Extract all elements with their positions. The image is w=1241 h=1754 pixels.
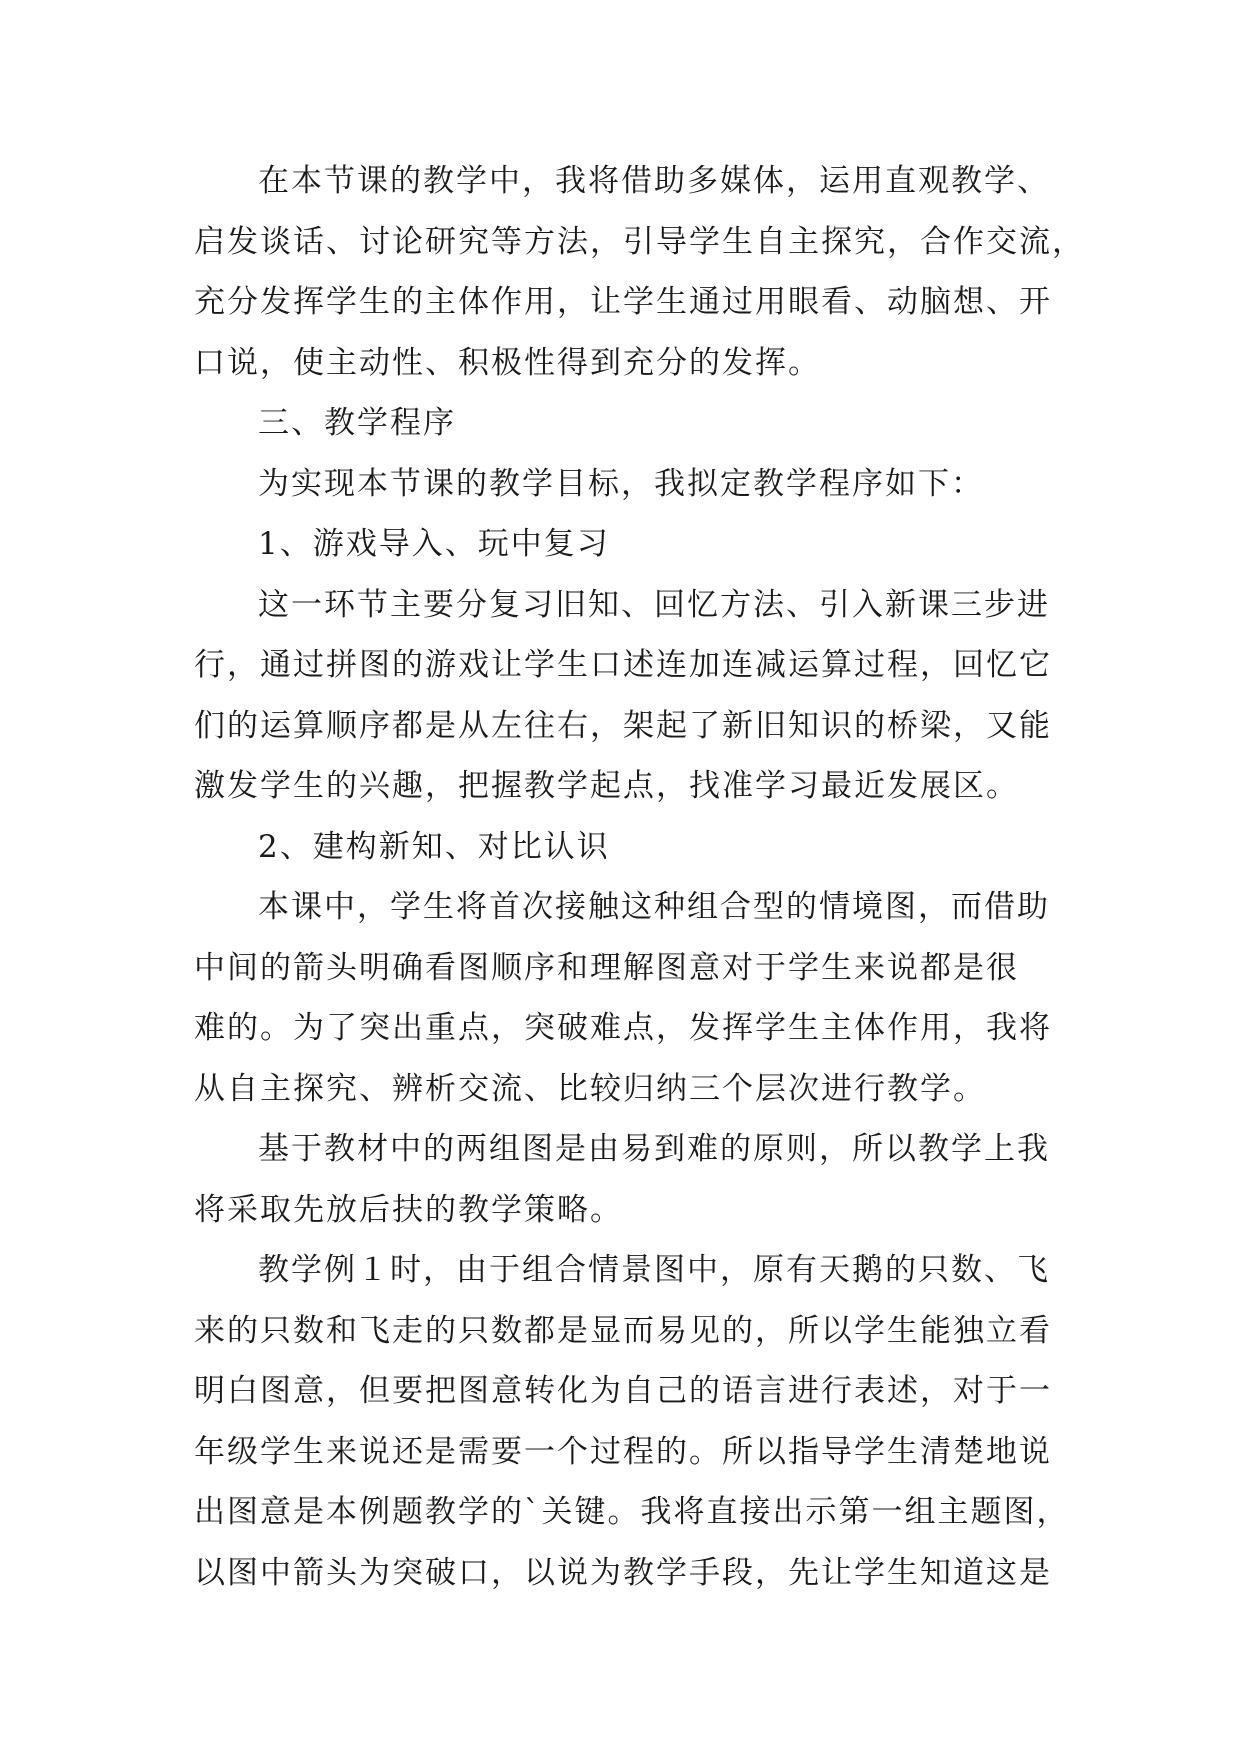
step-heading: 1、游戏导入、玩中复习 bbox=[258, 526, 610, 562]
step-heading: 2、建构新知、对比认识 bbox=[258, 828, 610, 865]
text-line: 基于教材中的两组图是由易到难的原则，所以教学上我 bbox=[258, 1131, 1050, 1167]
text-line: 明白图意，但要把图意转化为自己的语言进行表述，对于一 bbox=[194, 1373, 1052, 1409]
text-line: 口说，使主动性、积极性得到充分的发挥。 bbox=[194, 344, 821, 381]
text-line: 激发学生的兴趣，把握教学起点，找准学习最近发展区。 bbox=[194, 768, 1019, 804]
text-line: 充分发挥学生的主体作用，让学生通过用眼看、动脑想、开 bbox=[194, 284, 1052, 320]
text-line: 以图中箭头为突破口，以说为教学手段，先让学生知道这是 bbox=[194, 1554, 1052, 1591]
text-line: 们的运算顺序都是从左往右，架起了新旧知识的桥梁，又能 bbox=[194, 707, 1052, 744]
text-line: 将采取先放后扶的教学策略。 bbox=[194, 1191, 623, 1228]
text-line: 这一环节主要分复习旧知、回忆方法、引入新课三步进 bbox=[258, 586, 1050, 623]
text-line: 年级学生来说还是需要一个过程的。所以指导学生清楚地说 bbox=[194, 1433, 1052, 1470]
text-line: 为实现本节课的教学目标，我拟定教学程序如下： bbox=[258, 465, 984, 502]
text-line: 行，通过拼图的游戏让学生口述连加连减运算过程，回忆它 bbox=[194, 647, 1052, 683]
text-line: 难的。为了突出重点，突破难点，发挥学生主体作用，我将 bbox=[194, 1010, 1052, 1046]
text-line: 出图意是本例题教学的`关键。我将直接出示第一组主题图， bbox=[194, 1494, 1070, 1530]
section-heading: 三、教学程序 bbox=[258, 405, 456, 441]
text-line: 从自主探究、辨析交流、比较归纳三个层次进行教学。 bbox=[194, 1070, 986, 1107]
text-line: 教学例１时，由于组合情景图中，原有天鹅的只数、飞 bbox=[258, 1252, 1050, 1288]
document-body bbox=[194, 151, 1085, 1603]
text-line: 中间的箭头明确看图顺序和理解图意对于学生来说都是很 bbox=[194, 949, 1019, 986]
text-line: 在本节课的教学中，我将借助多媒体，运用直观教学、 bbox=[258, 163, 1050, 199]
text-line: 本课中，学生将首次接触这种组合型的情境图，而借助 bbox=[258, 889, 1050, 925]
text-line: 来的只数和飞走的只数都是显而易见的，所以学生能独立看 bbox=[194, 1312, 1052, 1349]
text-line: 启发谈话、讨论研究等方法，引导学生自主探究，合作交流， bbox=[194, 223, 1085, 260]
